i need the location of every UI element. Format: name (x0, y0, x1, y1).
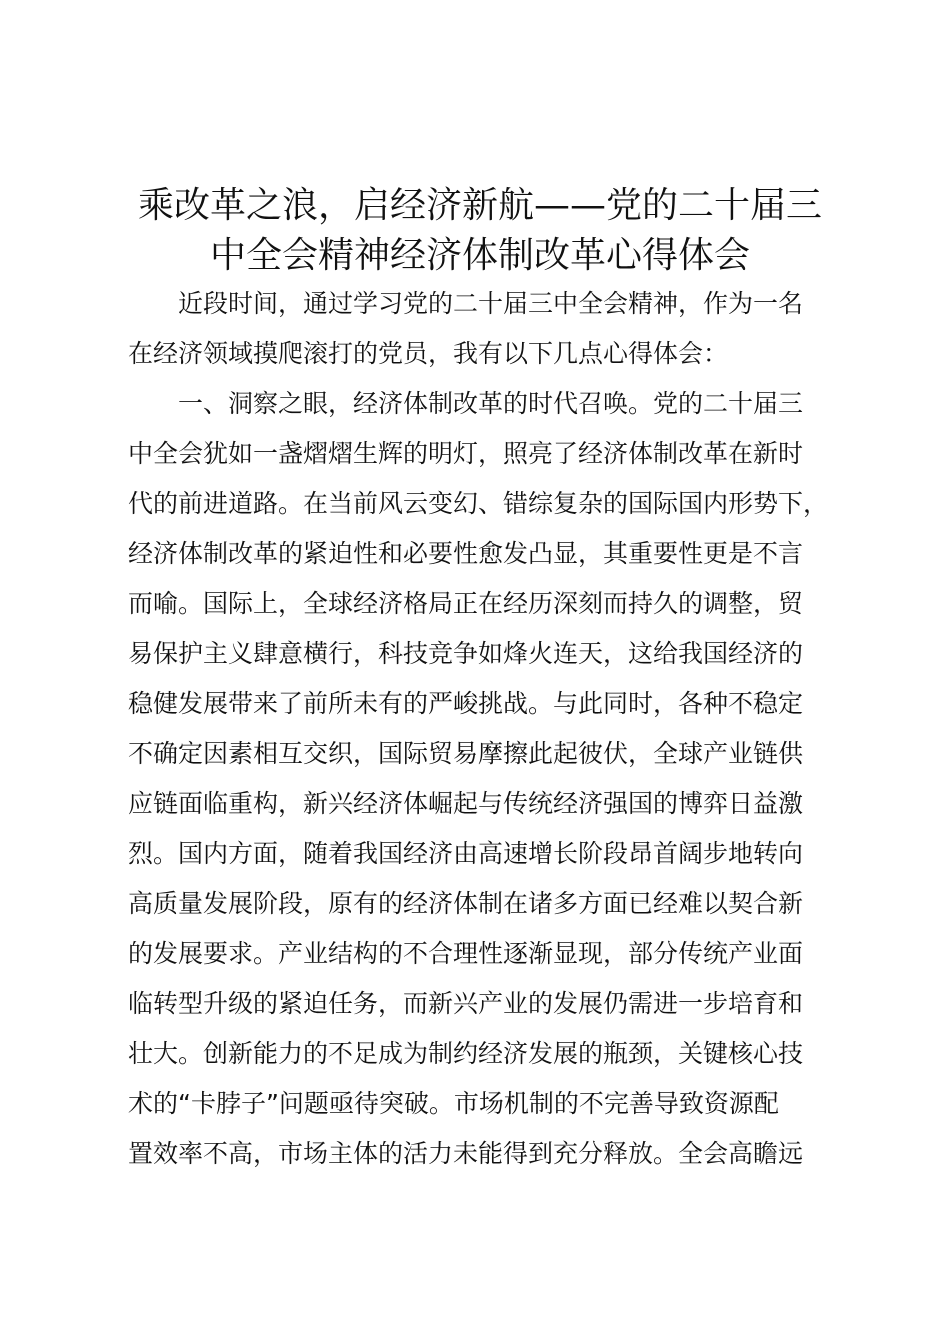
paragraph-line: 中全会犹如一盏熠熠生辉的明灯，照亮了经济体制改革在新时 (128, 439, 804, 468)
paragraph-line: 易保护主义肆意横行，科技竞争如烽火连天，这给我国经济的 (128, 639, 804, 668)
paragraph-line: 经济体制改革的紧迫性和必要性愈发凸显，其重要性更是不言 (128, 539, 804, 568)
paragraph-line: 的发展要求。产业结构的不合理性逐渐显现，部分传统产业面 (128, 939, 804, 968)
paragraph-line: 稳健发展带来了前所未有的严峻挑战。与此同时，各种不稳定 (128, 689, 804, 718)
paragraph-line: 高质量发展阶段，原有的经济体制在诸多方面已经难以契合新 (128, 889, 804, 918)
paragraph-line: 不确定因素相互交织，国际贸易摩擦此起彼伏，全球产业链供 (128, 739, 804, 768)
paragraph-line: 壮大。创新能力的不足成为制约经济发展的瓶颈，关键核心技 (128, 1039, 804, 1068)
title-line: 中全会精神经济体制改革心得体会 (209, 235, 750, 276)
paragraph-line: 临转型升级的紧迫任务，而新兴产业的发展仍需进一步培育和 (128, 989, 804, 1018)
title-line: 乘改革之浪，启经济新航——党的二十届三 (137, 185, 822, 226)
paragraph-line: 一、洞察之眼，经济体制改革的时代召唤。党的二十届三 (178, 389, 804, 418)
document-body (128, 279, 848, 1179)
paragraph-line: 而喻。国际上，全球经济格局正在经历深刻而持久的调整，贸 (128, 589, 804, 618)
paragraph-line: 烈。国内方面，随着我国经济由高速增长阶段昂首阔步地转向 (128, 839, 804, 868)
paragraph-line: 代的前进道路。在当前风云变幻、错综复杂的国际国内形势下， (128, 489, 829, 518)
paragraph-line: 近段时间，通过学习党的二十届三中全会精神，作为一名 (178, 289, 804, 318)
paragraph-line: 应链面临重构，新兴经济体崛起与传统经济强国的博弈日益激 (128, 789, 804, 818)
document-title (128, 181, 832, 281)
paragraph-line: 在经济领域摸爬滚打的党员，我有以下几点心得体会： (128, 339, 729, 368)
paragraph-line: 置效率不高，市场主体的活力未能得到充分释放。全会高瞻远 (128, 1139, 804, 1168)
paragraph-line: 术的“卡脖子”问题亟待突破。市场机制的不完善导致资源配 (128, 1089, 779, 1118)
